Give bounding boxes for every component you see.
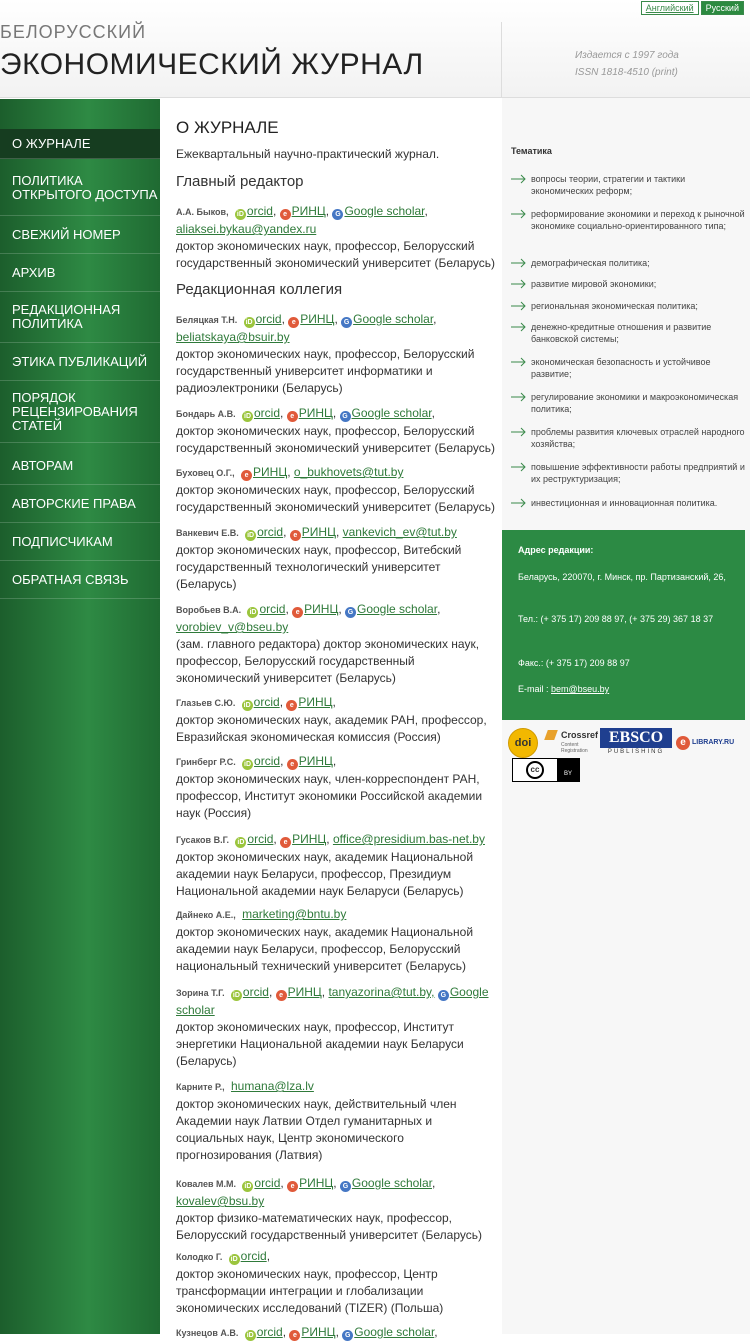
google-scholar-icon: G (341, 317, 352, 328)
arrow-right-icon (511, 392, 528, 402)
elibrary-mark-icon: e (676, 736, 690, 750)
orcid-icon: iD (245, 319, 253, 326)
rints-icon: e (280, 209, 291, 220)
orcid-link[interactable]: orcid (254, 406, 281, 420)
cc-by-label: BY (557, 759, 579, 781)
doi-logo[interactable]: doi (508, 728, 538, 758)
topic-item (511, 208, 746, 232)
orcid-link[interactable]: orcid (247, 832, 274, 846)
nav-publication-ethics[interactable]: ЭТИКА ПУБЛИКАЦИЙ (0, 343, 160, 381)
topic-text: региональная экономическая политика; (531, 301, 698, 311)
editor-email[interactable]: tanyazorina@tut.by, (328, 985, 435, 999)
editor-description: доктор экономических наук, профессор, Институт энергетики Национальной академии наук Беларуси (Беларусь) (176, 1020, 464, 1068)
nav-feedback[interactable]: ОБРАТНАЯ СВЯЗЬ (0, 561, 160, 599)
orcid-link[interactable]: orcid (246, 204, 273, 218)
language-switcher (641, 1, 744, 15)
editor-name: Глазьев С.Ю. (176, 698, 236, 708)
contact-title: Адрес редакции: (518, 545, 594, 555)
editor-email[interactable]: vankevich_ev@tut.by (342, 525, 457, 539)
nav-copyright[interactable]: АВТОРСКИЕ ПРАВА (0, 485, 160, 523)
orcid-link[interactable]: orcid (254, 754, 281, 768)
topic-text: инвестиционная и инновационная политика. (531, 498, 718, 508)
editor-name: Буховец О.Г., (176, 468, 235, 478)
google-scholar-link[interactable]: Google scholar (351, 1176, 432, 1190)
nav-subscribers[interactable]: ПОДПИСЧИКАМ (0, 523, 160, 561)
arrow-right-icon (511, 301, 528, 311)
rints-link[interactable]: РИНЦ (292, 832, 327, 846)
topic-item (511, 426, 746, 450)
rints-link[interactable]: РИНЦ (253, 465, 288, 479)
editor-name: Кузнецов А.В. (176, 1328, 239, 1338)
google-scholar-icon: G (340, 411, 351, 422)
orcid-link[interactable]: orcid (254, 1176, 281, 1190)
rints-icon: e (287, 759, 298, 770)
rints-icon: e (286, 700, 297, 711)
topic-item (511, 391, 746, 415)
topics-title: Тематика (511, 146, 552, 156)
topic-text: регулирование экономики и макроэкономическая политика; (531, 392, 739, 414)
rints-icon: e (292, 607, 303, 618)
topic-text: проблемы развития ключевых отраслей народного хозяйства; (531, 427, 745, 449)
editor-entry: Гусаков В.Г. iD orcid, e РИНЦ, office@presidium.bas-net.by доктор экономических наук, академик Национальной академии наук Беларуси, профессор, Президиум Национальной академии наук Беларуси (Беларусь) (176, 831, 501, 900)
editor-entry: Ванкевич Е.В. iD orcid, e РИНЦ, vankevich_ev@tut.by доктор экономических наук, профессор, Витебский государственный технологический университет (Беларусь) (176, 524, 501, 593)
cc-icon: cc (526, 761, 544, 779)
issn: ISSN 1818-4510 (print) (575, 67, 678, 78)
orcid-icon: iD (244, 1183, 252, 1190)
site-header (0, 0, 750, 98)
arrow-right-icon (511, 279, 528, 289)
contact-email-link[interactable]: bem@bseu.by (551, 684, 610, 694)
arrow-right-icon (511, 209, 528, 219)
ebsco-label: EBSCO (600, 728, 672, 748)
google-scholar-icon: G (345, 607, 356, 618)
editor-entry: Кузнецов А.В. iD orcid, e РИНЦ, G Google scholar, (176, 1325, 438, 1339)
orcid-icon: iD (249, 609, 257, 616)
nav-archive[interactable]: АРХИВ (0, 254, 160, 292)
lang-english[interactable]: Английский (641, 1, 699, 15)
published-since: Издается с 1997 года (575, 50, 679, 61)
topic-text: реформирование экономики и переход к рыночной экономике социально-ориентированного типа; (531, 209, 745, 231)
arrow-right-icon (511, 427, 528, 437)
google-scholar-link[interactable]: Google scholar (354, 1325, 435, 1339)
rints-link[interactable]: РИНЦ (304, 602, 339, 616)
google-scholar-icon: G (340, 1181, 351, 1192)
contact-panel (502, 530, 745, 720)
ebsco-logo[interactable] (600, 728, 672, 758)
contact-fax: Факс.: (+ 375 17) 209 88 97 (518, 658, 630, 668)
editor-name: Гусаков В.Г. (176, 835, 230, 845)
topic-text: развитие мировой экономики; (531, 279, 657, 289)
topics-panel (511, 146, 746, 508)
nav-open-access[interactable]: ПОЛИТИКА ОТКРЫТОГО ДОСТУПА (0, 160, 160, 216)
publication-info (575, 47, 679, 81)
orcid-icon: iD (244, 413, 251, 420)
header-divider (501, 22, 502, 98)
main-content (168, 104, 501, 1339)
crossref-sublabel: Content Registration (561, 742, 588, 754)
journal-title-line1: БЕЛОРУССКИЙ (0, 22, 147, 42)
editor-entry: Гринберг Р.С. iD orcid, e РИНЦ, доктор экономических наук, член-корреспондент РАН, профессор, Институт экономики Российской академии наук (Россия) (176, 753, 501, 822)
editor-description: доктор экономических наук, профессор, Центр трансформации интеграции и глобализации экономических исследований (TIZER) (Польша) (176, 1267, 444, 1315)
arrow-right-icon (511, 357, 528, 367)
nav-editorial-policy[interactable]: РЕДАКЦИОННАЯ ПОЛИТИКА (0, 292, 160, 343)
editor-entry: Бондарь А.В. iD orcid, e РИНЦ, G Google scholar, доктор экономических наук, профессор, Белорусский государственный экономический университет (Беларусь) (176, 405, 501, 457)
editor-email[interactable]: kovalev@bsu.by (176, 1194, 265, 1208)
editor-entry: Беляцкая Т.Н. iD orcid, e РИНЦ, G Google scholar, beliatskaya@bsuir.by доктор экономических наук, профессор, Белорусский государственный университет информатики и радиоэлектроники (Беларусь) (176, 311, 501, 397)
contact-phone: Тел.: (+ 375 17) 209 88 97, (+ 375 29) 367 18 37 (518, 614, 714, 624)
arrow-right-icon (511, 174, 528, 184)
orcid-icon: iD (232, 992, 240, 999)
orcid-icon: iD (243, 702, 251, 709)
contact-email-row (518, 681, 738, 697)
editor-description: доктор экономических наук, член-корреспондент РАН, профессор, Институт экономики Российской академии наук (Россия) (176, 772, 483, 820)
editor-name: Ковалев М.М. (176, 1179, 237, 1189)
topic-text: денежно-кредитные отношения и развитие банковской системы; (531, 322, 712, 344)
topic-item (511, 461, 746, 485)
editor-entry: Зорина Т.Г. iD orcid, e РИНЦ, tanyazorina@tut.by, G Google scholar доктор экономических наук, профессор, Институт энергетики Национальной академии наук Беларуси (Беларусь) (176, 984, 501, 1070)
editor-name: Зорина Т.Г. (176, 988, 225, 998)
arrow-right-icon (511, 498, 528, 508)
rints-link[interactable]: РИНЦ (300, 312, 335, 326)
topic-text: повышение эффективности работы предприятий и их реструктуризация; (531, 462, 745, 484)
editor-description: доктор экономических наук, академик Национальной академии наук Беларуси, профессор, Президиум Национальной академии наук Беларуси (Беларусь) (176, 850, 474, 898)
orcid-icon: iD (246, 1332, 254, 1339)
topic-text: демографическая политика; (531, 258, 650, 268)
contact-address: Беларусь, 220070, г. Минск, пр. Партизанский, 26, (518, 572, 726, 582)
editor-email[interactable]: humana@lza.lv (231, 1079, 314, 1093)
editor-entry (176, 1078, 501, 1164)
orcid-link[interactable]: orcid (256, 1325, 283, 1339)
editor-name: Воробьев В.А. (176, 605, 242, 615)
editor-description: доктор экономических наук, действительный член Академии наук Латвии Отдел гуманитарных и социальных наук, Центр экономического прогнозирования (Латвия) (176, 1097, 457, 1162)
google-scholar-link[interactable]: Google scholar (357, 602, 438, 616)
elibrary-label: LIBRARY.RU (692, 739, 735, 746)
rints-link[interactable]: РИНЦ (301, 1325, 336, 1339)
sidebar-nav (0, 99, 160, 1334)
editor-name: Ванкевич Е.В. (176, 528, 239, 538)
google-scholar-link[interactable]: Google scholar (351, 406, 432, 420)
arrow-right-icon (511, 322, 528, 332)
editorial-board-heading: Редакционная коллегия (176, 281, 343, 298)
crossref-label: Crossref (561, 730, 599, 740)
rints-link[interactable]: РИНЦ (291, 204, 326, 218)
editor-description: доктор экономических наук, профессор, Белорусский государственный экономический университет (Беларусь) (176, 424, 495, 455)
google-scholar-link[interactable]: Google scholar (176, 985, 489, 1017)
rints-icon: e (289, 1330, 300, 1341)
editor-description: доктор экономических наук, профессор, Белорусский государственный экономический университет (Беларусь) (176, 483, 495, 514)
rints-icon: e (287, 411, 298, 422)
editor-entry: Колодко Г. iD orcid, доктор экономических наук, профессор, Центр трансформации интеграции и глобализации экономических исследований (TIZER) (Польша) (176, 1248, 501, 1317)
rints-icon: e (241, 470, 252, 481)
topic-item (511, 173, 746, 197)
topic-text: вопросы теории, стратегии и тактики экономических реформ; (531, 174, 686, 196)
nav-review-process[interactable]: ПОРЯДОК РЕЦЕНЗИРОВАНИЯ СТАТЕЙ (0, 381, 160, 443)
rints-link[interactable]: РИНЦ (298, 754, 333, 768)
nav-current-issue[interactable]: СВЕЖИЙ НОМЕР (0, 216, 160, 254)
rints-icon: e (290, 530, 301, 541)
page-title: О ЖУРНАЛЕ (176, 118, 279, 137)
topic-item (511, 497, 746, 509)
google-scholar-icon: G (438, 990, 449, 1001)
orcid-icon: iD (237, 839, 245, 846)
editor-email[interactable]: beliatskaya@bsuir.by (176, 330, 290, 344)
orcid-link[interactable]: orcid (255, 312, 282, 326)
rints-link[interactable]: РИНЦ (299, 1176, 334, 1190)
orcid-link[interactable]: orcid (259, 602, 286, 616)
editor-name: Беляцкая Т.Н. (176, 315, 238, 325)
editor-email[interactable]: vorobiev_v@bseu.by (176, 620, 289, 634)
editor-name: Колодко Г. (176, 1252, 223, 1262)
editor-description: доктор экономических наук, профессор, Витебский государственный технологический университет (Беларусь) (176, 543, 462, 591)
arrow-right-icon (511, 462, 528, 472)
orcid-icon: iD (247, 532, 255, 539)
rints-icon: e (287, 1181, 298, 1192)
topic-item (511, 321, 746, 345)
orcid-icon: iD (244, 761, 252, 768)
topic-item (511, 278, 746, 290)
editor-entry: Ковалев М.М. iD orcid, e РИНЦ, G Google scholar, kovalev@bsu.by доктор физико-математических наук, профессор, Белорусский государственный университет (Беларусь) (176, 1175, 501, 1244)
orcid-icon: iD (236, 211, 244, 218)
topic-item (511, 356, 746, 380)
orcid-link[interactable]: orcid (242, 985, 269, 999)
editor-entry: А.А. Быков, iD orcid, e РИНЦ, G Google scholar, aliaksei.bykau@yandex.ru доктор экономических наук, профессор, Белорусский государственный экономический университет (Беларусь) (176, 203, 501, 272)
contact-email-label: E-mail : (518, 684, 552, 694)
rints-icon: e (288, 317, 299, 328)
editor-name: Гринберг Р.С. (176, 757, 236, 767)
topic-item (511, 257, 746, 269)
google-scholar-link[interactable]: Google scholar (344, 204, 425, 218)
indexing-logos (508, 726, 748, 786)
cc-by-license-badge[interactable] (512, 758, 580, 782)
editor-entry: Воробьев В.А. iD orcid, e РИНЦ, G Google scholar, vorobiev_v@bseu.by (зам. главного редактора) доктор экономических наук, профессор, Белорусский государственный экономический университет (Беларусь) (176, 601, 501, 687)
editor-email[interactable]: o_bukhovets@tut.by (293, 465, 404, 479)
editor-description: доктор физико-математических наук, профессор, Белорусский государственный университет (Беларусь) (176, 1211, 482, 1242)
ebsco-sublabel: PUBLISHING (607, 749, 665, 755)
orcid-link[interactable]: orcid (253, 695, 280, 709)
nav-about[interactable]: О ЖУРНАЛЕ (0, 129, 160, 159)
editor-email[interactable]: aliaksei.bykau@yandex.ru (176, 222, 317, 236)
google-scholar-icon: G (342, 1330, 353, 1341)
elibrary-logo[interactable] (676, 730, 738, 756)
journal-title-line2: ЭКОНОМИЧЕСКИЙ ЖУРНАЛ (0, 48, 424, 81)
rints-icon: e (280, 837, 291, 848)
editor-entry: Глазьев С.Ю. iD orcid, e РИНЦ, доктор экономических наук, академик РАН, профессор, Евразийская экономическая комиссия (Россия) (176, 694, 501, 746)
editor-description: доктор экономических наук, академик РАН, профессор, Евразийская экономическая комиссия (Россия) (176, 713, 487, 744)
editor-description: доктор экономических наук, академик Национальной академии наук Беларуси, профессор, Белорусский национальный технический университет (Беларусь) (176, 925, 474, 973)
orcid-link[interactable]: orcid (257, 525, 284, 539)
nav-authors[interactable]: АВТОРАМ (0, 447, 160, 485)
editor-entry: Буховец О.Г., e РИНЦ, o_bukhovets@tut.by доктор экономических наук, профессор, Белорусский государственный экономический университет (Беларусь) (176, 464, 501, 516)
rints-link[interactable]: РИНЦ (298, 406, 333, 420)
editor-name: Дайнеко А.Е., (176, 910, 236, 920)
editor-email[interactable]: marketing@bntu.by (242, 907, 347, 921)
rints-icon: e (276, 990, 287, 1001)
crossref-mark-icon (544, 730, 558, 740)
rints-link[interactable]: РИНЦ (298, 695, 333, 709)
editor-name: Карнитe Р., (176, 1082, 225, 1092)
journal-intro: Ежеквартальный научно-практический журнал. (176, 147, 440, 161)
editor-description: доктор экономических наук, профессор, Белорусский государственный экономический университет (Беларусь) (176, 239, 495, 270)
rints-link[interactable]: РИНЦ (301, 525, 336, 539)
crossref-logo[interactable] (546, 728, 599, 758)
editor-name: Бондарь А.В. (176, 409, 236, 419)
google-scholar-icon: G (332, 209, 343, 220)
google-scholar-link[interactable]: Google scholar (353, 312, 434, 326)
editor-name: А.А. Быков, (176, 207, 229, 217)
topic-text: экономическая безопасность и устойчивое развитие; (531, 357, 711, 379)
editor-description: доктор экономических наук, профессор, Белорусский государственный университет информатики и радиоэлектроники (Беларусь) (176, 347, 475, 395)
editor-email[interactable]: office@presidium.bas-net.by (332, 832, 485, 846)
arrow-right-icon (511, 258, 528, 268)
editor-entry (176, 906, 501, 975)
orcid-link[interactable]: orcid (240, 1249, 267, 1263)
topic-item (511, 300, 746, 312)
chief-editor-heading: Главный редактор (176, 173, 304, 190)
lang-russian[interactable]: Русский (701, 1, 744, 15)
editor-description: (зам. главного редактора) доктор экономических наук, профессор, Белорусский государственный экономический университет (Беларусь) (176, 637, 480, 685)
orcid-icon: iD (230, 1256, 238, 1263)
rints-link[interactable]: РИНЦ (287, 985, 322, 999)
